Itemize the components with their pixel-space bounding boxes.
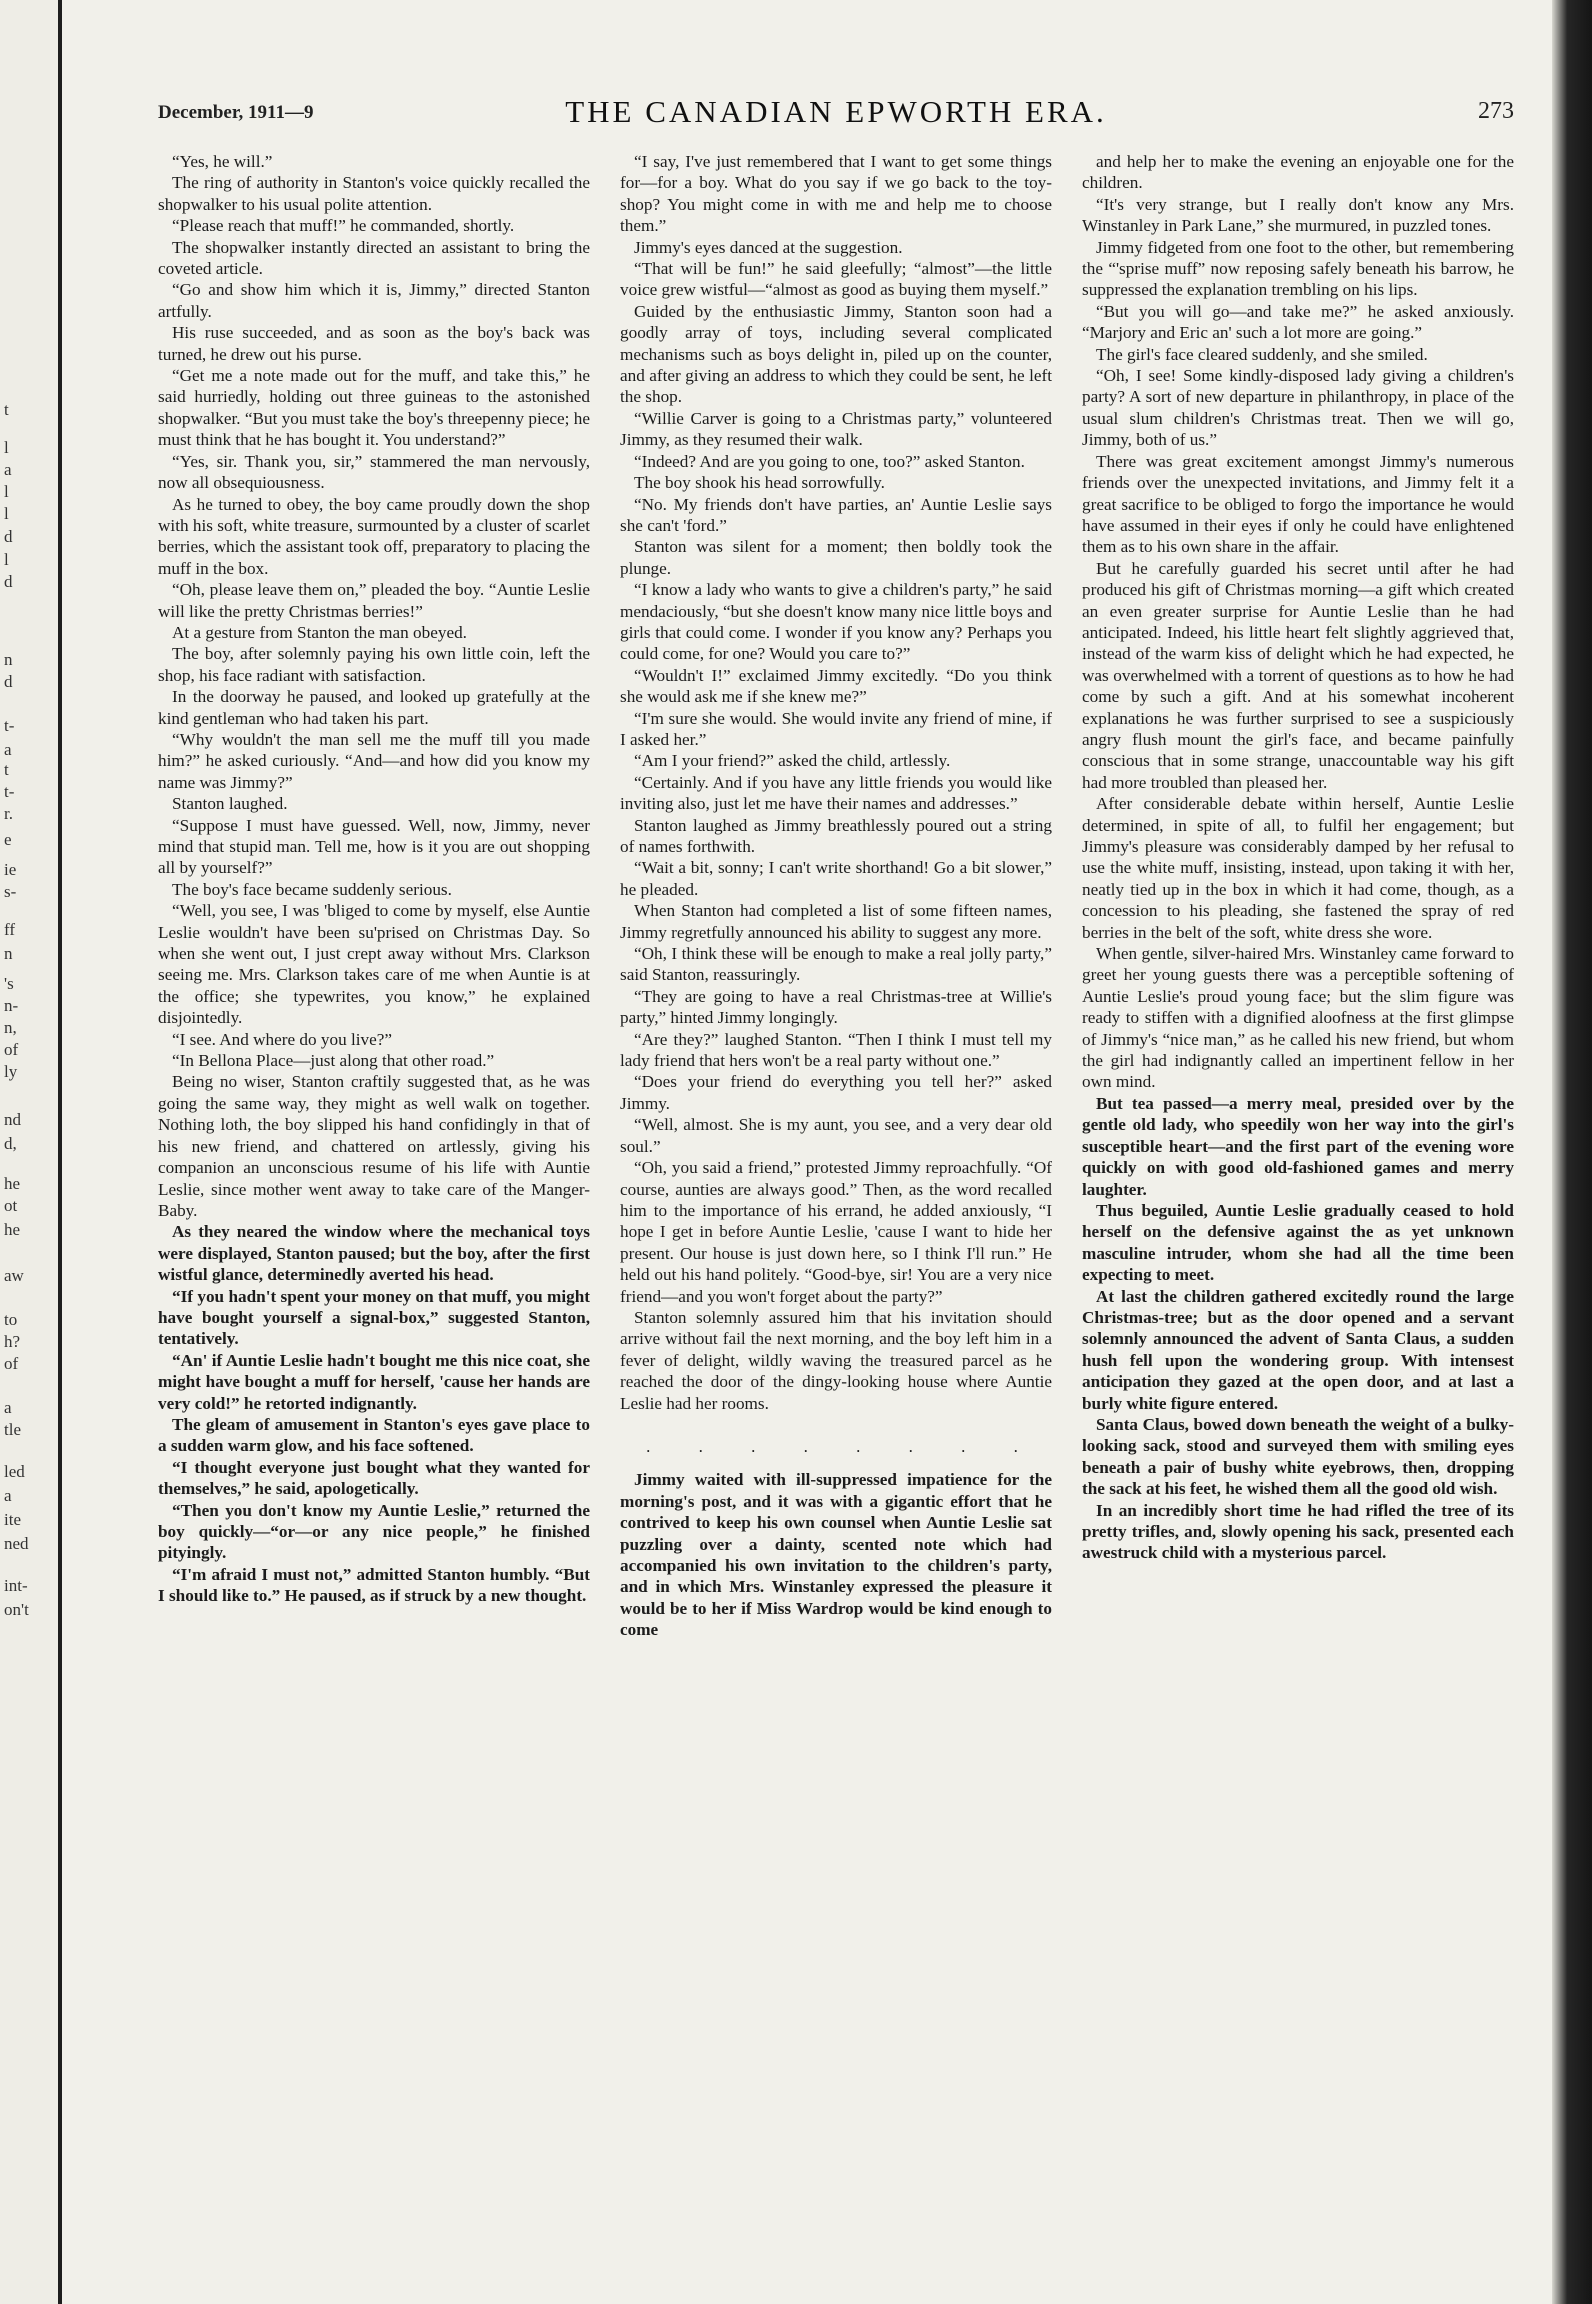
prev-page-fragment: a [4, 460, 12, 479]
prev-page-fragment: ly [4, 1062, 18, 1081]
paragraph: “I say, I've just remembered that I want to get some things for—for a boy. What do you say if we go back to the toy-shop? You might come in with me and help me to choose them.” [620, 152, 1052, 236]
prev-page-fragment: l [4, 438, 9, 457]
paragraph: At last the children gathered excitedly round the large Christmas-tree; but as the door opened and a servant solemnly announced the advent of Santa Claus, a sudden hush fell upon the wondering group. With intensest anticipation they gazed at the open door, and at last a burly white figure entered. [1082, 1286, 1514, 1413]
paragraph: Being no wiser, Stanton craftily suggested that, as he was going the same way, they might as well walk on together. Nothing loth, the boy slipped his hand confidingly in that of his new friend, and chattered on artlessly, giving his companion an unconscious resume of his life with Auntie Leslie, since mother went away to take care of the Manger-Baby. [158, 1072, 590, 1220]
paragraph: The boy, after solemnly paying his own little coin, left the shop, his face radiant with satisfaction. [158, 644, 590, 685]
page-header [158, 94, 1514, 134]
paragraph: “Wouldn't I!” exclaimed Jimmy excitedly. “Do you think she would ask me if she knew me?” [620, 665, 1052, 707]
paragraph: “Get me a note made out for the muff, and take this,” he said hurriedly, holding out three guineas to the astonished shopwalker. “But you must take the boy's threepenny piece; he must think that he has bought it. You understand?” [158, 366, 590, 450]
magazine-page [66, 0, 1552, 2304]
prev-page-fragment: ite [4, 1510, 21, 1529]
prev-page-fragment: ff [4, 920, 16, 939]
prev-page-fragment: e [4, 830, 12, 849]
paragraph: “I see. And where do you live?” [172, 1029, 393, 1049]
paragraph: “It's very strange, but I really don't know any Mrs. Winstanley in Park Lane,” she murmured, in puzzled tones. [1082, 194, 1514, 236]
prev-page-fragment: n, [4, 1018, 17, 1037]
prev-page-fragment: t [4, 760, 9, 779]
paragraph: The gleam of amusement in Stanton's eyes gave place to a sudden warm glow, and his face softened. [158, 1414, 590, 1456]
page-number: 273 [1478, 98, 1514, 124]
section-break: . . . . . . . . [646, 1436, 1040, 1456]
paragraph: “They are going to have a real Christmas-tree at Willie's party,” hinted Jimmy longingly. [620, 986, 1052, 1028]
paragraph: Jimmy fidgeted from one foot to the other, but remembering the “'sprise muff” now reposing safely beneath his barrow, he suppressed the explanation trembling on his lips. [1082, 237, 1514, 300]
paragraph: “An' if Auntie Leslie hadn't bought me this nice coat, she might have bought a muff for herself, 'cause her hands are very cold!” he retorted indignantly. [158, 1350, 590, 1413]
paragraph: “Does your friend do everything you tell her?” asked Jimmy. [620, 1072, 1052, 1113]
paragraph: “I thought everyone just bought what they wanted for themselves,” he said, apologetically. [158, 1457, 590, 1499]
prev-page-fragment: 's [4, 974, 14, 993]
paragraph: “That will be fun!” he said gleefully; “almost”—the little voice grew wistful—“almost as good as buying them myself.” [620, 259, 1052, 300]
paragraph: Jimmy waited with ill-suppressed impatience for the morning's post, and it was with a gigantic effort that he contrived to keep his own counsel when Auntie Leslie sat puzzling over a dainty, scented note which had accompanied his own invitation to the children's party, and in which Mrs. Winstanley expressed the pleasure it would be to her if Miss Wardrop would be kind enough to come [620, 1470, 1052, 1640]
paragraph: “Go and show him which it is, Jimmy,” directed Stanton artfully. [158, 280, 590, 321]
prev-page-fragment: n- [4, 996, 19, 1015]
paragraph: Jimmy's eyes danced at the suggestion. [634, 237, 903, 257]
paragraph: The shopwalker instantly directed an assistant to bring the coveted article. [158, 237, 590, 279]
paragraph: “Then you don't know my Auntie Leslie,” returned the boy quickly—“or—or any nice people,” he finished pityingly. [158, 1500, 590, 1563]
prev-page-fragment: d [4, 672, 13, 691]
prev-page-fragment: he [4, 1220, 21, 1239]
paragraph: “Please reach that muff!” he commanded, shortly. [172, 216, 515, 236]
paragraph: As they neared the window where the mechanical toys were displayed, Stanton paused; but the boy, after the first wistful glance, determinedly averted his head. [158, 1222, 590, 1285]
paragraph: His ruse succeeded, and as soon as the boy's back was turned, he drew out his purse. [158, 323, 590, 364]
prev-page-fragment: ot [4, 1196, 18, 1215]
paragraph: Thus beguiled, Auntie Leslie gradually ceased to hold herself on the defensive against the as yet unknown masculine intruder, whom she had all the time been expecting to meet. [1082, 1200, 1514, 1285]
prev-page-fragment: l [4, 504, 9, 523]
paragraph: In the doorway he paused, and looked up gratefully at the kind gentleman who had taken his part. [158, 687, 590, 728]
article-body [158, 151, 1514, 2261]
paragraph: “Wait a bit, sonny; I can't write shorthand! Go a bit slower,” he pleaded. [620, 858, 1052, 899]
paragraph: “Are they?” laughed Stanton. “Then I think I must tell my lady friend that hers won't be a real party without one.” [620, 1029, 1052, 1071]
prev-page-fragment: ned [4, 1534, 29, 1553]
prev-page-fragment: d, [4, 1134, 17, 1153]
prev-page-fragment: d [4, 527, 13, 546]
paragraph: The ring of authority in Stanton's voice quickly recalled the shopwalker to his usual polite attention. [158, 173, 590, 214]
paragraph: and help her to make the evening an enjoyable one for the children. [1082, 152, 1514, 193]
issue-date: December, 1911—9 [158, 102, 314, 123]
text-column-1 [158, 151, 590, 2261]
paragraph: When Stanton had completed a list of some fifteen names, Jimmy regretfully announced his ability to suggest any more. [620, 901, 1052, 942]
magazine-title: THE CANADIAN EPWORTH ERA. [565, 94, 1107, 129]
previous-page-edge [0, 0, 62, 2304]
paragraph: Stanton laughed. [172, 794, 288, 814]
prev-page-fragment: t- [4, 716, 15, 735]
prev-page-fragment: to [4, 1310, 18, 1329]
paragraph: Santa Claus, bowed down beneath the weight of a bulky-looking sack, stood and surveyed them with smiling eyes beneath a pair of bushy white eyebrows, then, dropping the sack at his feet, he wished them all the good old wish. [1082, 1414, 1514, 1499]
paragraph: The boy's face became suddenly serious. [172, 879, 452, 899]
prev-page-fragment: l [4, 550, 9, 569]
prev-page-fragment: a [4, 740, 12, 759]
prev-page-fragment: a [4, 1486, 12, 1505]
prev-page-fragment: s- [4, 882, 17, 901]
prev-page-fragment: aw [4, 1266, 24, 1285]
paragraph: The girl's face cleared suddenly, and she smiled. [1096, 344, 1428, 364]
paragraph: But tea passed—a merry meal, presided over by the gentle old lady, who speedily won her way into the girl's susceptible heart—and the first part of the evening wore quickly on with good old-fashioned games and merry laughter. [1082, 1093, 1514, 1199]
prev-page-fragment: d [4, 572, 13, 591]
prev-page-fragment: ie [4, 860, 17, 879]
paragraph: “No. My friends don't have parties, an' Auntie Leslie says she can't 'ford.” [620, 494, 1052, 535]
paragraph: “Am I your friend?” asked the child, artlessly. [634, 751, 951, 771]
paragraph: At a gesture from Stanton the man obeyed. [172, 622, 467, 642]
prev-page-fragment: he [4, 1174, 21, 1193]
paragraph: After considerable debate within herself, Auntie Leslie determined, in spite of all, to fulfil her engagement; but Jimmy's pleasure was considerably damped by her refusal to use the white muff, insisting, instead, upon taking it with her, neatly tied up in the box in which it had come, though, as a concession to his pleading, she fastened the spray of red berries in the belt of the soft, white dress she wore. [1082, 794, 1514, 942]
paragraph: “Well, almost. She is my aunt, you see, and a very dear old soul.” [620, 1115, 1052, 1156]
paragraph: Stanton solemnly assured him that his invitation should arrive without fail the next morning, and the boy left him in a fever of delight, wildly waving the treasured parcel as he reached the door of the dingy-looking house where Auntie Leslie had her rooms. [620, 1307, 1052, 1413]
paragraph: “Oh, I see! Some kindly-disposed lady giving a children's party? A sort of new departure in philanthropy, in place of the usual slum children's Christmas treat. Then we will go, Jimmy, both of us.” [1082, 366, 1514, 450]
prev-page-fragment: t- [4, 782, 15, 801]
prev-page-fragment: h? [4, 1332, 21, 1351]
paragraph: “Certainly. And if you have any little friends you would like inviting also, just let me have their names and addresses.” [620, 772, 1052, 814]
paragraph: “In Bellona Place—just along that other road.” [172, 1051, 495, 1071]
paragraph: “Oh, I think these will be enough to make a real jolly party,” said Stanton, reassuringly. [620, 944, 1052, 985]
prev-page-fragment: a [4, 1398, 12, 1417]
paragraph: But he carefully guarded his secret until after he had produced his gift of Christmas morning—a gift which created an even greater surprise for Auntie Leslie than he had anticipated. Indeed, his little heart felt slightly aggrieved that, instead of the warm kiss of delight which he had expected, he was overwhelmed with a torrent of questions as to how he had come by such a gift. And at his somewhat incoherent explanations he was further surprised to see a suspiciously angry flush mount the girl's face, and became painfully conscious that in some strange, unaccountable way his gift had more troubled than pleased her. [1082, 558, 1514, 792]
paragraph: The boy shook his head sorrowfully. [634, 473, 885, 493]
prev-page-fragment: n [4, 944, 13, 963]
paragraph: “Yes, he will.” [172, 152, 273, 171]
prev-page-fragment: int- [4, 1576, 28, 1595]
prev-page-fragment: of [4, 1354, 19, 1373]
paragraph: In an incredibly short time he had rifled the tree of its pretty trifles, and, slowly opening his sack, presented each awestruck child with a mysterious parcel. [1082, 1500, 1514, 1563]
prev-page-fragment: l [4, 482, 9, 501]
paragraph: “Willie Carver is going to a Christmas party,” volunteered Jimmy, as they resumed their walk. [620, 408, 1052, 450]
paragraph: “Well, you see, I was 'bliged to come by myself, else Auntie Leslie wouldn't have been su'prised on Christmas Day. So when she went out, I just crept away without Mrs. Clarkson seeing me. Mrs. Clarkson takes care of me when Auntie is at the office; she typewrites, you know,” he explained disjointedly. [158, 901, 590, 1028]
prev-page-fragment: led [4, 1462, 25, 1481]
paragraph: “Oh, please leave them on,” pleaded the boy. “Auntie Leslie will like the pretty Christmas berries!” [158, 580, 590, 621]
prev-page-fragment: of [4, 1040, 19, 1059]
book-binding-edge [1552, 0, 1592, 2304]
paragraph: There was great excitement amongst Jimmy's numerous friends over the unexpected invitations, and Jimmy felt it a great sacrifice to be obliged to forgo the importance he would have assumed in their eyes if only he could have enlightened them as to his own share in the affair. [1082, 451, 1514, 557]
paragraph: “But you will go—and take me?” he asked anxiously. “Marjory and Eric an' such a lot more are going.” [1082, 301, 1514, 343]
prev-page-fragment: t [4, 400, 9, 419]
paragraph: “Oh, you said a friend,” protested Jimmy reproachfully. “Of course, aunties are always good.” Then, as the word recalled him to the importance of his errand, he added anxiously, “I hope I get in before Auntie Leslie, 'cause I want to hide her present. Our house is just down here, so I think I'll run.” He held out his hand politely. “Good-bye, sir! You are a very nice friend—and you won't forget about the party?” [620, 1158, 1052, 1306]
paragraph: “Why wouldn't the man sell me the muff till you made him?” he asked curiously. “And—and how did you know my name was Jimmy?” [158, 729, 590, 792]
paragraph: “I'm sure she would. She would invite any friend of mine, if I asked her.” [620, 708, 1052, 749]
prev-page-fragment: r. [4, 804, 13, 823]
paragraph: “Suppose I must have guessed. Well, now, Jimmy, never mind that stupid man. Tell me, how is it you are out shopping all by yourself?” [158, 815, 590, 878]
paragraph: As he turned to obey, the boy came proudly down the shop with his soft, white treasure, surmounted by a cluster of scarlet berries, which the assistant took off, preparatory to placing the muff in the box. [158, 494, 590, 578]
paragraph: When gentle, silver-haired Mrs. Winstanley came forward to greet her young guests there was a perceptible softening of Auntie Leslie's proud young face; but the slim figure was ready to stiffen with a dignified aloofness at the first glimpse of Jimmy's “nice man,” as he called his new friend, but whom the girl had indignantly called an impertinent fellow in her own mind. [1082, 944, 1514, 1092]
prev-page-fragment: nd [4, 1110, 21, 1129]
paragraph: Stanton was silent for a moment; then boldly took the plunge. [620, 537, 1052, 578]
paragraph: “Indeed? And are you going to one, too?” asked Stanton. [634, 451, 1025, 471]
paragraph: “Yes, sir. Thank you, sir,” stammered the man nervously, now all obsequiousness. [158, 451, 590, 493]
text-column-2 [620, 151, 1052, 2261]
paragraph: Stanton laughed as Jimmy breathlessly poured out a string of names forthwith. [620, 815, 1052, 856]
prev-page-fragment: on't [4, 1600, 29, 1619]
paragraph: Guided by the enthusiastic Jimmy, Stanton soon had a goodly array of toys, including several complicated mechanisms such as boys delight in, piled up on the counter, and after giving an address to which they could be sent, he left the shop. [620, 301, 1052, 407]
paragraph: “I know a lady who wants to give a children's party,” he said mendaciously, “but she doesn't know many nice little boys and girls that could come. I wonder if you know any? Perhaps you could come, for one? Would you care to?” [620, 580, 1052, 664]
text-column-3 [1082, 151, 1514, 2261]
paragraph: “I'm afraid I must not,” admitted Stanton humbly. “But I should like to.” He paused, as if struck by a new thought. [158, 1564, 590, 1606]
paragraph: “If you hadn't spent your money on that muff, you might have bought yourself a signal-box,” suggested Stanton, tentatively. [158, 1286, 590, 1349]
prev-page-fragment: tle [4, 1420, 21, 1439]
prev-page-fragment: n [4, 650, 13, 669]
